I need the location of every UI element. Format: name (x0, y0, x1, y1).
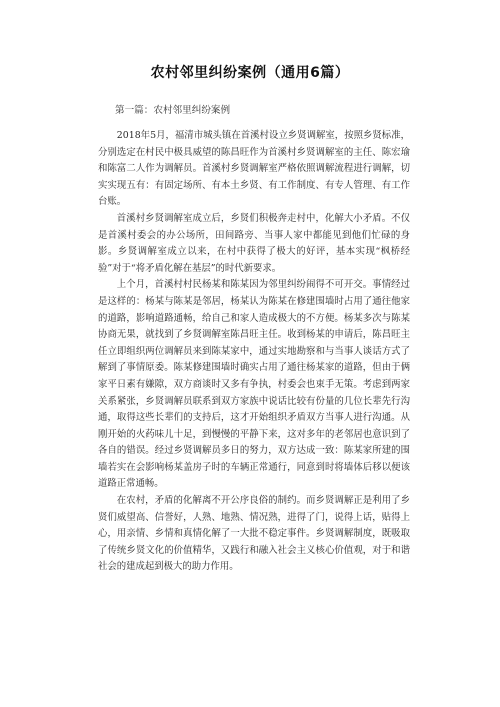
paragraph: 首溪村乡贤调解室成立后，乡贤们积极奔走村中，化解大小矛盾。不仅是首溪村委会的办公场所，田间路旁、当事人家中都能见到他们忙碌的身影。乡贤调解室成立以来，在村中获得了极大的好评，基本实现“枫桥经验”对于“将矛盾化解在基层”的时代新要求。 (98, 212, 410, 274)
paragraph: 上个月，首溪村村民杨某和陈某因为邻里纠纷闹得不可开交。事情经过是这样的：杨某与陈某是邻居，杨某认为陈某在修建围墙时占用了通往他家的道路，影响道路通畅，给自己和家人造成极大的不方便。杨某多次与陈某协商无果，就找到了乡贤调解室陈昌旺主任。收到杨某的申请后，陈昌旺主任立即组织两位调解员来到陈某家中，通过实地勘察和与当事人谈话方式了解到了事情原委。陈某修建围墙时确实占用了通往杨某家的道路，但由于俩家平日素有嫌隙，双方商谈时又多有争执，村委会也束手无策。考虑到两家关系紧张，乡贤调解员联系到双方家族中说话比较有份量的几位长辈先行沟通，取得这些长辈们的支持后，这才开始组织矛盾双方当事人进行沟通。从刚开始的火药味儿十足，到慢慢的平静下来，这对多年的老邻居也意识到了各自的错误。经过乡贤调解员多日的努力，双方达成一致：陈某家所建的围墙若实在会影响杨某盖房子时的车辆正常通行，同意到时将墙体后移以便该道路正常通畅。 (98, 279, 410, 490)
document-title: 农村邻里纠纷案例（通用6篇） (150, 65, 350, 81)
section-heading: 第一篇：农村邻里纠纷案例 (115, 105, 231, 116)
paragraph: 在农村，矛盾的化解离不开公序良俗的制约。而乡贤调解正是利用了乡贤们威望高、信誉好，人熟、地熟、情况熟，进得了门，说得上话，贴得上心，用亲情、乡情和真情化解了一大批不稳定事件。乡贤调解制度，既吸取了传统乡贤文化的价值精华，又践行和融入社会主义核心价值观，对于和谐社会的建成起到极大的助力作用。 (98, 495, 410, 573)
paragraph: 2018年5月，福清市城头镇在首溪村设立乡贤调解室，按照乡贤标准，分别选定在村民中极具威望的陈昌旺作为首溪村乡贤调解室的主任、陈宏瑜和陈富二人作为调解员。首溪村乡贤调解室严格依照调解流程进行调解，切实实现五有：有固定场所、有本土乡贤、有工作制度、有专人管理、有工作台账。 (98, 130, 410, 208)
document-body (98, 128, 410, 576)
